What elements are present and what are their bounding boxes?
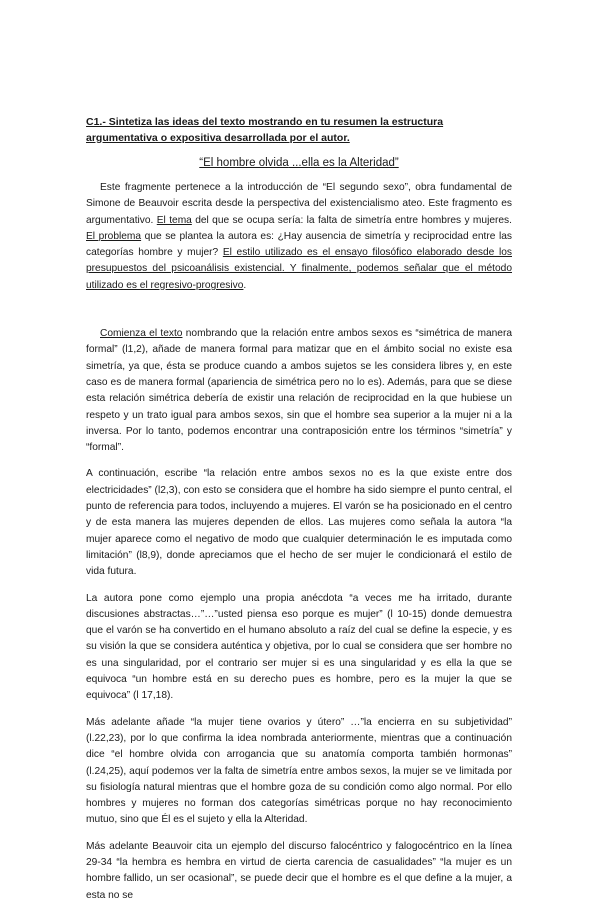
intro-underline-estilo: El estilo utilizado es el ensayo filosófico elaborado desde los presupuestos del psicoanálisis existencial. Y finalmente, podemos señalar que el método utilizado es el regresivo-progresivo xyxy=(86,247,512,291)
intro-underline-tema: El tema xyxy=(156,214,192,226)
intro-text-1: Este fragmente pertenece a la introducción de “El segundo sexo”, obra fundamental de Simone de Beauvoir escrita desde la perspectiva del existencialismo ateo. Este fragmento es argumentativo. xyxy=(86,182,512,226)
question-heading: C1.- Sintetiza las ideas del texto mostrando en tu resumen la estructura argumentativa o expositiva desarrollada por el autor. xyxy=(86,116,444,144)
title-part-2: ...ella es la Alteridad” xyxy=(288,157,399,169)
paragraph-6: Más adelante Beauvoir cita un ejemplo del discurso falocéntrico y falogocéntrico en la línea 29-34 “la hembra es hembra en virtud de cierta carencia de casualidades” “la mujer es un hombre fallido, un ser ocasional”, se puede decir que el hombre es el que define a la mujer, a esta no se xyxy=(86,840,512,901)
p2-underline: Comienza el texto xyxy=(100,328,183,340)
intro-text-3: que se plantea la autora es: ¿Hay ausencia de simetría y reciprocidad entre las categorías hombre y mujer? xyxy=(86,230,512,259)
intro-text-2: del que se ocupa sería: la falta de simetría entre hombres y mujeres. xyxy=(191,214,512,226)
essay-title xyxy=(86,155,512,171)
intro-text-4: . xyxy=(243,279,247,291)
p2-text: nombrando que la relación entre ambos sexos es “simétrica de manera formal” (l1,2), añade de manera formal para matizar que en el ámbito social no existe esa simetría, ya que, ésta se produce cuando a ambos sujetos se les considera libres y, en este caso es de manera formal (apariencia de simétrica pero no lo es). Además, para que se diese esta relación simétrica debería de existir una relación de reciprocidad en la que hubiese un respeto y un trato igual para ambos sexos, sin que el hombre sea superior a la mujer ni a la inversa. Por lo tanto, podemos encontrar una contraposición entre los términos “simetría” y “formal”. xyxy=(86,328,513,454)
paragraph-intro xyxy=(86,180,512,294)
paragraph-4: La autora pone como ejemplo una propia anécdota “a veces me ha irritado, durante discusiones abstractas…”…”usted piensa eso porque es mujer” (l 10-15) donde demuestra que el varón se ha convertido en el humano absoluto a raíz del cual se define la especie, y es su visión la que se considera auténtica y objetiva, por lo cual se considera que ser hombre no es una singularidad, por el contrario ser mujer si es una singularidad y es ella la que se equivoca “un hombre está en su derecho pues es hombre, pero es la mujer la que se equivoca” (l 17,18). xyxy=(86,592,512,702)
paragraph-5: Más adelante añade “la mujer tiene ovarios y útero” …”la encierra en su subjetividad” (l.22,23), por lo que confirma la idea nombrada anteriormente, mientras que a continuación dice “el hombre olvida con arrogancia que su anatomía comporta también hormonas” (l.24,25), aquí podemos ver la falta de simetría entre ambos sexos, la mujer se ve limitada por su fisiología natural mientras que el hombre goza de su condición como algo normal. Por ello hombres y mujeres no forman dos categorías simétricas porque no hay reconocimiento mutuo, sino que Él es el sujeto y ella la Alteridad. xyxy=(86,716,512,826)
intro-underline-problema: El problema xyxy=(86,230,142,242)
paragraph-2 xyxy=(86,326,512,456)
paragraph-3: A continuación, escribe “la relación entre ambos sexos no es la que existe entre dos electricidades” (l2,3), con esto se considera que el hombre ha sido siempre el punto central, el punto de referencia para todos, incluyendo a mujeres. El varón se ha posicionado en el centro y de esta manera las mujeres dependen de ellos. Las mujeres como señala la autora “la mujer aparece como el negativo de modo que cualquier determinación le es imputada como limitación” (l8,9), donde apreciamos que el hecho de ser mujer le condicionará el estilo de vida futura. xyxy=(86,468,512,578)
title-part-1: “El hombre olvida xyxy=(199,157,289,169)
